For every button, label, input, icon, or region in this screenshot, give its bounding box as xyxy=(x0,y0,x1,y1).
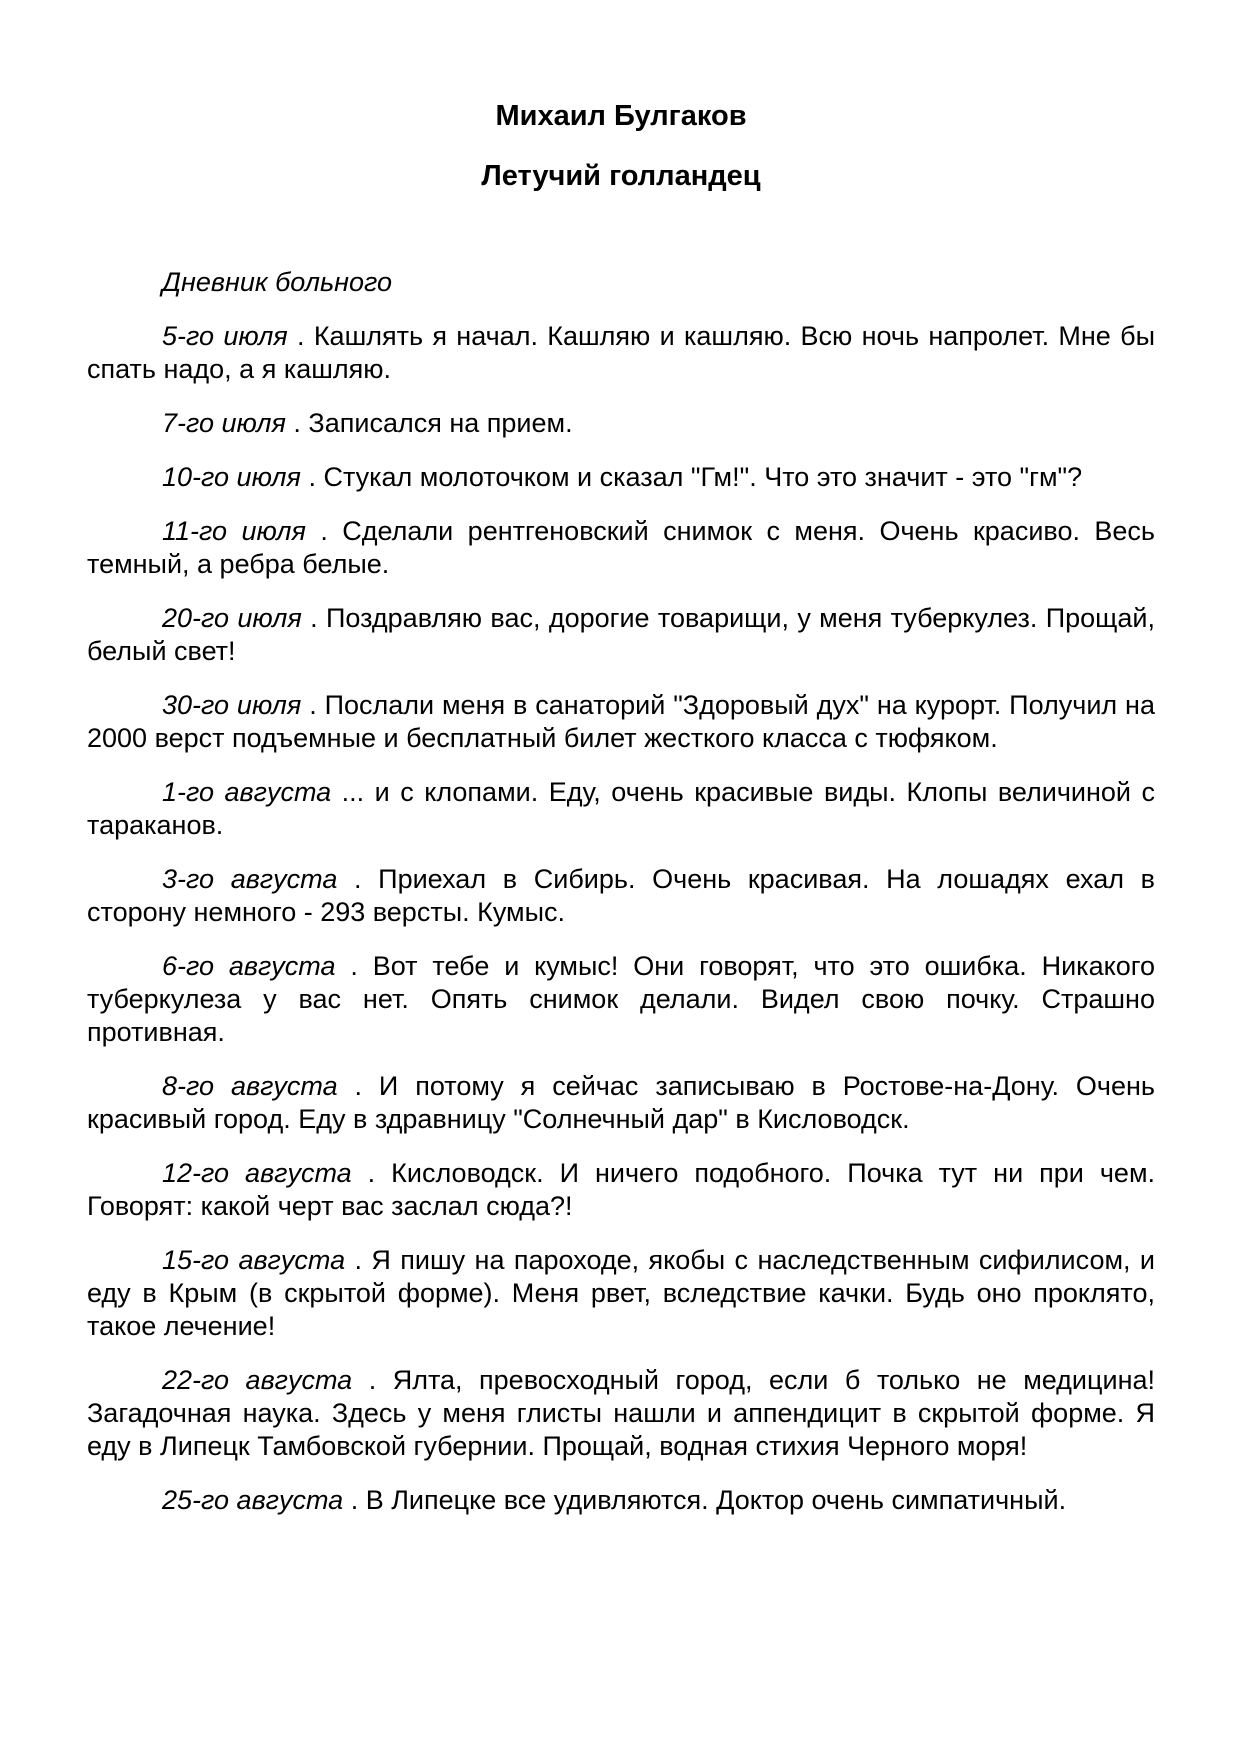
diary-entry xyxy=(87,407,1155,440)
entry-date: 7-го июля xyxy=(162,408,286,438)
entry-text: . Поздравляю вас, дорогие товарищи, у меня туберкулез. Прощай, белый свет! xyxy=(87,603,1155,666)
entry-text: . Сделали рентгеновский снимок с меня. Очень красиво. Весь темный, а ребра белые. xyxy=(87,516,1155,579)
entry-text: ... и с клопами. Еду, очень красивые виды. Клопы величиной с тараканов. xyxy=(87,777,1155,840)
entry-date: 11-го июля xyxy=(162,516,306,546)
entry-date: 30-го июля xyxy=(162,690,302,720)
diary-entry xyxy=(87,1244,1155,1343)
entry-date: 6-го августа xyxy=(162,951,336,981)
entry-text: . Ялта, превосходный город, если б только не медицина! Загадочная наука. Здесь у меня глисты нашли и аппендицит в скрытой форме. Я еду в Липецк Тамбовской губернии. Прощай, водная стихия Черного моря! xyxy=(87,1365,1155,1461)
entry-text: . Приехал в Сибирь. Очень красивая. На лошадях ехал в сторону немного - 293 версты. Кумыс. xyxy=(87,864,1155,927)
entry-date: 1-го августа xyxy=(162,777,332,807)
entry-text: . Кашлять я начал. Кашляю и кашляю. Всю ночь напролет. Мне бы спать надо, а я кашляю. xyxy=(87,321,1155,384)
entry-date: 25-го августа xyxy=(162,1485,344,1515)
diary-entry xyxy=(87,461,1155,494)
diary-entry xyxy=(87,689,1155,755)
entry-date: 8-го августа xyxy=(162,1071,338,1101)
document-body xyxy=(87,266,1155,1538)
entry-date: 12-го августа xyxy=(162,1158,352,1188)
diary-entry xyxy=(87,950,1155,1049)
diary-entry xyxy=(87,1364,1155,1463)
entry-text: . Кисловодск. И ничего подобного. Почка тут ни при чем. Говорят: какой черт вас заслал сюда?! xyxy=(87,1158,1156,1221)
entry-text: . Вот тебе и кумыс! Они говорят, что это ошибка. Никакого туберкулеза у вас нет. Опять снимок делали. Видел свою почку. Страшно противная. xyxy=(87,951,1156,1047)
author-name: Михаил Булгаков xyxy=(495,100,747,132)
entry-text: . Послали меня в санаторий "Здоровый дух" на курорт. Получил на 2000 верст подъемные и бесплатный билет жесткого класса с тюфяком. xyxy=(87,690,1155,753)
entry-text: . В Липецке все удивляются. Доктор очень симпатичный. xyxy=(343,1485,1067,1515)
entry-date: 20-го июля xyxy=(162,603,302,633)
entry-text: . Я пишу на пароходе, якобы с наследственным сифилисом, и еду в Крым (в скрытой форме). Меня рвет, вследствие качки. Будь оно проклято, такое лечение! xyxy=(87,1245,1156,1341)
diary-entry xyxy=(87,1157,1155,1223)
entry-date: 10-го июля xyxy=(162,462,301,492)
diary-entry xyxy=(87,602,1155,668)
diary-entry xyxy=(87,863,1155,929)
diary-entry xyxy=(87,1070,1155,1136)
entry-date: 3-го августа xyxy=(162,864,338,894)
entry-date: 15-го августа xyxy=(162,1245,346,1275)
diary-entry xyxy=(87,1484,1155,1517)
entry-date: 5-го июля xyxy=(162,321,288,351)
diary-entry xyxy=(87,776,1155,842)
entry-text: . Стукал молоточком и сказал "Гм!". Что это значит - это "гм"? xyxy=(300,462,1083,492)
diary-entry xyxy=(87,320,1155,386)
page-title: Летучий голландец xyxy=(481,160,761,192)
subtitle: Дневник больного xyxy=(162,267,393,297)
entry-date: 22-го августа xyxy=(162,1365,353,1395)
diary-entry xyxy=(87,515,1155,581)
entry-text: . И потому я сейчас записываю в Ростове-на-Дону. Очень красивый город. Еду в здравницу "Солнечный дар" в Кисловодск. xyxy=(87,1071,1155,1134)
entry-text: . Записался на прием. xyxy=(285,408,573,438)
